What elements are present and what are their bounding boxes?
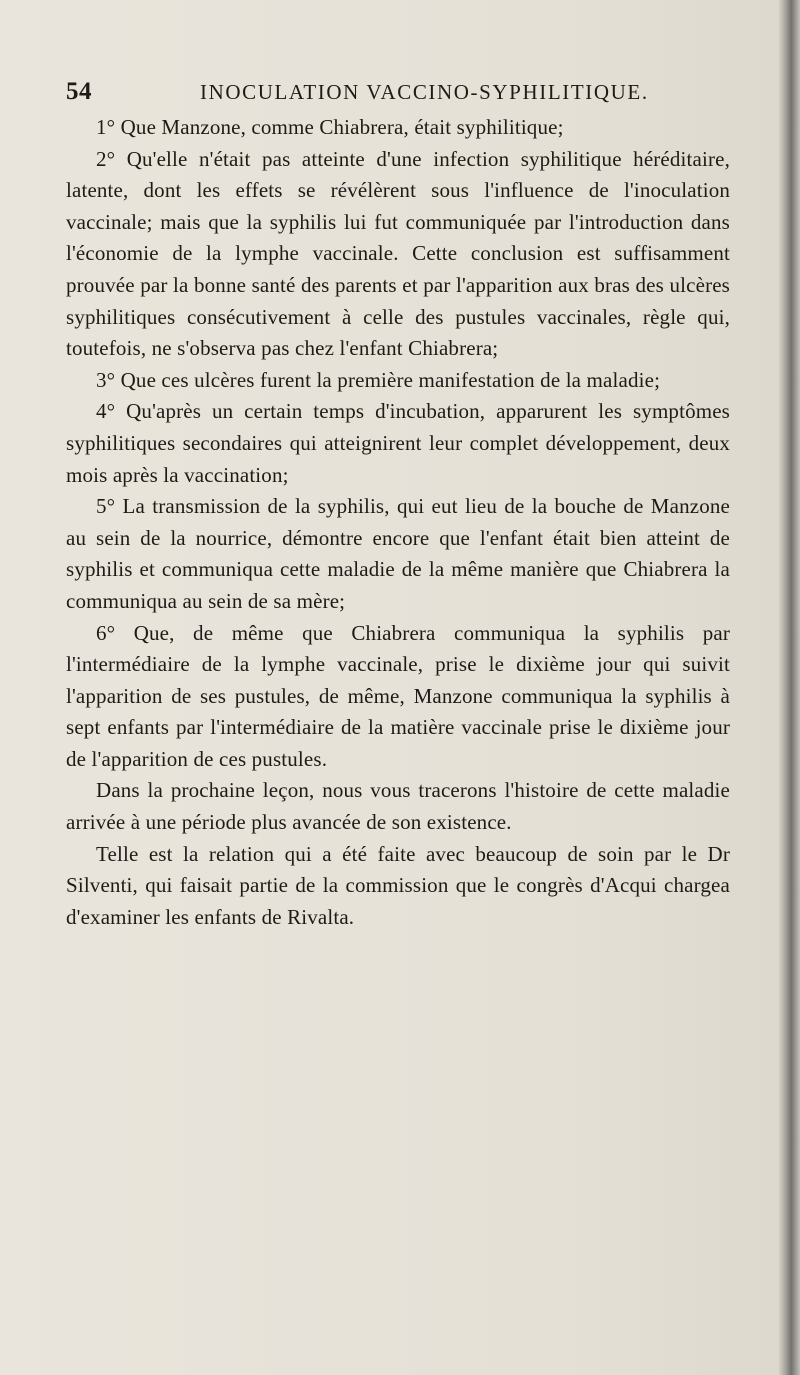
- paragraph-1: 1° Que Manzone, comme Chiabrera, était syphilitique;: [96, 115, 564, 139]
- paragraph-5: 5° La transmission de la syphilis, qui eut lieu de la bouche de Manzone au sein de la nourrice, démontre encore que l'enfant était bien atteint de syphilis et communiqua cette maladie de la même manière que Chiabrera la communiqua au sein de sa mère;: [66, 494, 730, 613]
- paragraph-2: 2° Qu'elle n'était pas atteinte d'une infection syphilitique héréditaire, latente, dont les effets se révélèrent sous l'influence de l'inoculation vaccinale; mais que la syphilis lui fut communiquée par l'introduction dans l'économie de la lymphe vaccinale. Cette conclusion est suffisamment prouvée par la bonne santé des parents et par l'apparition aux bras des ulcères syphilitiques consécutivement à celle des pustules vaccinales, règle qui, toutefois, ne s'observa pas chez l'enfant Chiabrera;: [66, 146, 730, 361]
- paragraph-8: Telle est la relation qui a été faite avec beaucoup de soin par le Dr Silventi, qui faisait partie de la commission que le congrès d'Acqui chargea d'examiner les enfants de Rivalta.: [66, 841, 730, 929]
- page-header: [66, 78, 686, 112]
- body-text: [66, 112, 730, 933]
- page-number: 54: [66, 78, 92, 105]
- paragraph-6: 6° Que, de même que Chiabrera communiqua la syphilis par l'intermédiaire de la lymphe vaccinale, prise le dixième jour qui suivit l'apparition de ses pustules, de même, Manzone communiqua la syphilis à sept enfants par l'intermédiaire de la matière vaccinale prise le dixième jour de l'apparition de ces pustules.: [66, 620, 730, 771]
- paragraph-7: Dans la prochaine leçon, nous vous tracerons l'histoire de cette maladie arrivée à une période plus avancée de son existence.: [66, 778, 730, 835]
- paragraph-3: 3° Que ces ulcères furent la première manifestation de la maladie;: [96, 367, 661, 392]
- running-title: INOCULATION VACCINO-SYPHILITIQUE.: [200, 80, 649, 104]
- page-edge-shadow: [778, 0, 800, 1375]
- paragraph-4: 4° Qu'après un certain temps d'incubation, apparurent les symptômes syphilitiques secondaires qui atteignirent leur complet développement, deux mois après la vaccination;: [66, 399, 730, 487]
